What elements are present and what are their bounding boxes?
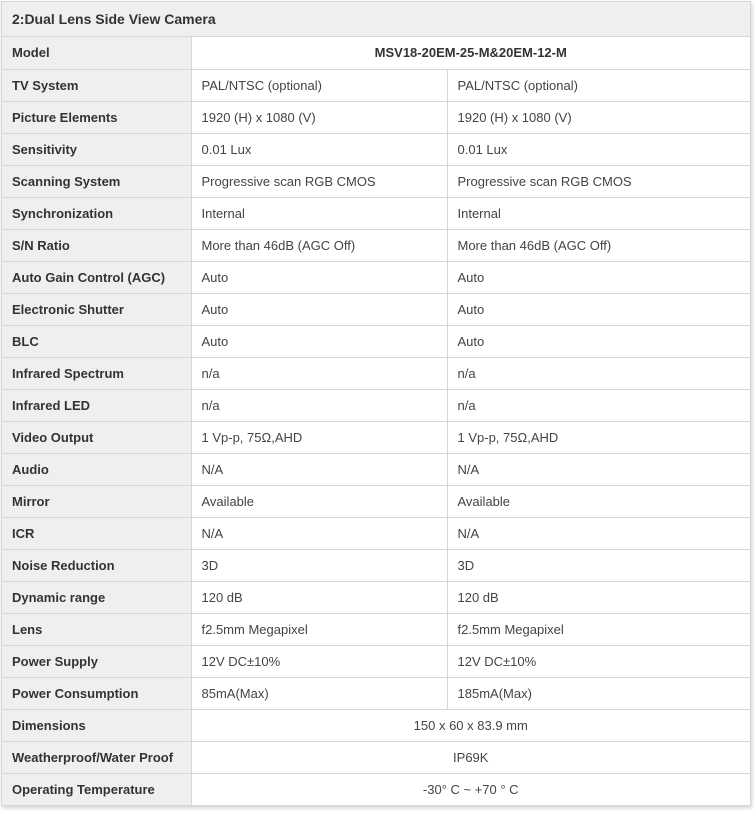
- spec-value-camera-1: 1 Vp-p, 75Ω,AHD: [191, 421, 447, 453]
- spec-row: [2, 229, 750, 261]
- spec-value-camera-2: n/a: [447, 389, 750, 421]
- spec-label: Dimensions: [2, 709, 191, 741]
- spec-row: [2, 453, 750, 485]
- spec-value-camera-1: PAL/NTSC (optional): [191, 69, 447, 101]
- spec-label: Infrared LED: [2, 389, 191, 421]
- spec-value-camera-1: f2.5mm Megapixel: [191, 613, 447, 645]
- spec-value-camera-1: N/A: [191, 453, 447, 485]
- spec-row: [2, 485, 750, 517]
- spec-row: [2, 165, 750, 197]
- spec-label: Noise Reduction: [2, 549, 191, 581]
- spec-row: [2, 69, 750, 101]
- spec-label: ICR: [2, 517, 191, 549]
- spec-value-camera-1: Auto: [191, 325, 447, 357]
- spec-value-camera-1: Auto: [191, 293, 447, 325]
- spec-value-camera-1: n/a: [191, 357, 447, 389]
- spec-label: TV System: [2, 69, 191, 101]
- spec-sheet: [1, 1, 751, 806]
- spec-label: Video Output: [2, 421, 191, 453]
- spec-label: Lens: [2, 613, 191, 645]
- spec-row: [2, 773, 750, 805]
- spec-value-camera-2: 1920 (H) x 1080 (V): [447, 101, 750, 133]
- spec-value-camera-2: Auto: [447, 325, 750, 357]
- spec-value-camera-1: 85mA(Max): [191, 677, 447, 709]
- spec-row: [2, 549, 750, 581]
- spec-value-camera-1: Auto: [191, 261, 447, 293]
- spec-label: Power Supply: [2, 645, 191, 677]
- spec-value-camera-2: 1 Vp-p, 75Ω,AHD: [447, 421, 750, 453]
- spec-label: S/N Ratio: [2, 229, 191, 261]
- spec-value-camera-1: 12V DC±10%: [191, 645, 447, 677]
- spec-label: Mirror: [2, 485, 191, 517]
- spec-label: BLC: [2, 325, 191, 357]
- spec-row: [2, 741, 750, 773]
- spec-value-camera-2: 120 dB: [447, 581, 750, 613]
- spec-label: Synchronization: [2, 197, 191, 229]
- spec-table-body: [2, 37, 750, 805]
- spec-value-camera-2: N/A: [447, 453, 750, 485]
- spec-value-camera-2: f2.5mm Megapixel: [447, 613, 750, 645]
- spec-value-camera-2: N/A: [447, 517, 750, 549]
- spec-value-camera-1: 120 dB: [191, 581, 447, 613]
- spec-row: [2, 677, 750, 709]
- spec-row: [2, 709, 750, 741]
- spec-label: Auto Gain Control (AGC): [2, 261, 191, 293]
- spec-value-camera-2: Auto: [447, 261, 750, 293]
- spec-row: [2, 325, 750, 357]
- spec-value-camera-2: Auto: [447, 293, 750, 325]
- spec-value-camera-2: 3D: [447, 549, 750, 581]
- spec-table: [2, 37, 750, 805]
- spec-row: [2, 133, 750, 165]
- spec-row: [2, 517, 750, 549]
- spec-value-camera-2: Progressive scan RGB CMOS: [447, 165, 750, 197]
- spec-value-shared: 150 x 60 x 83.9 mm: [191, 709, 750, 741]
- spec-value-camera-1: 0.01 Lux: [191, 133, 447, 165]
- spec-value-camera-2: n/a: [447, 357, 750, 389]
- spec-row: [2, 293, 750, 325]
- spec-label: Model: [2, 37, 191, 69]
- spec-value-camera-1: N/A: [191, 517, 447, 549]
- spec-value-camera-1: Internal: [191, 197, 447, 229]
- spec-row: [2, 613, 750, 645]
- spec-label: Weatherproof/Water Proof: [2, 741, 191, 773]
- spec-value-camera-2: More than 46dB (AGC Off): [447, 229, 750, 261]
- spec-label: Infrared Spectrum: [2, 357, 191, 389]
- spec-row: [2, 389, 750, 421]
- model-value: MSV18-20EM-25-M&20EM-12-M: [191, 37, 750, 69]
- spec-row: [2, 581, 750, 613]
- spec-row: [2, 421, 750, 453]
- spec-value-camera-1: More than 46dB (AGC Off): [191, 229, 447, 261]
- spec-row: [2, 357, 750, 389]
- spec-label: Dynamic range: [2, 581, 191, 613]
- spec-row: [2, 645, 750, 677]
- spec-value-camera-1: 3D: [191, 549, 447, 581]
- spec-label: Power Consumption: [2, 677, 191, 709]
- spec-label: Audio: [2, 453, 191, 485]
- spec-label: Operating Temperature: [2, 773, 191, 805]
- spec-value-camera-2: 12V DC±10%: [447, 645, 750, 677]
- spec-value-camera-1: 1920 (H) x 1080 (V): [191, 101, 447, 133]
- spec-title: 2:Dual Lens Side View Camera: [2, 2, 750, 37]
- spec-row: [2, 37, 750, 69]
- spec-value-camera-2: 185mA(Max): [447, 677, 750, 709]
- spec-row: [2, 261, 750, 293]
- spec-value-camera-2: Internal: [447, 197, 750, 229]
- spec-row: [2, 197, 750, 229]
- spec-value-shared: IP69K: [191, 741, 750, 773]
- spec-label: Picture Elements: [2, 101, 191, 133]
- spec-value-camera-2: Available: [447, 485, 750, 517]
- spec-row: [2, 101, 750, 133]
- spec-label: Scanning System: [2, 165, 191, 197]
- spec-label: Electronic Shutter: [2, 293, 191, 325]
- spec-label: Sensitivity: [2, 133, 191, 165]
- spec-value-shared: -30° C ~ +70 ° C: [422, 781, 519, 797]
- spec-value-camera-2: 0.01 Lux: [447, 133, 750, 165]
- spec-value-camera-1: n/a: [191, 389, 447, 421]
- spec-value-camera-1: Available: [191, 485, 447, 517]
- spec-value-camera-2: PAL/NTSC (optional): [447, 69, 750, 101]
- spec-value-camera-1: Progressive scan RGB CMOS: [191, 165, 447, 197]
